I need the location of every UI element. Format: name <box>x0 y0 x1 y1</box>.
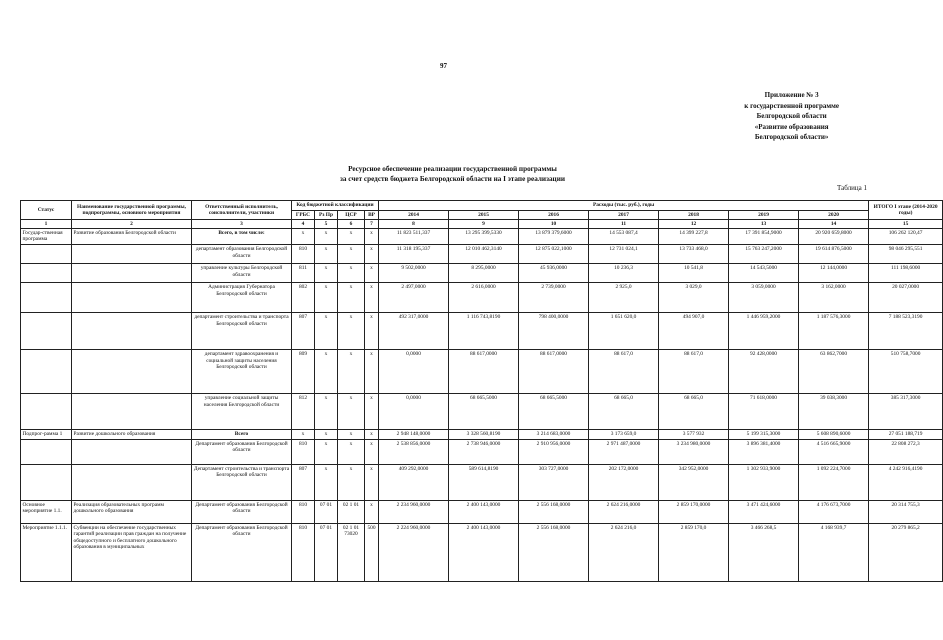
table-row <box>21 349 943 393</box>
csr-cell: x <box>338 349 365 393</box>
year-value-cell: 2 234 960,0000 <box>379 500 449 523</box>
year-value-cell: 2 556 168,0000 <box>519 523 589 581</box>
total-value-cell: 22 808 272,3 <box>869 439 943 464</box>
total-value-cell: 20 027,0000 <box>869 282 943 312</box>
column-index-row <box>21 220 943 229</box>
executor-cell: Всего <box>192 429 292 439</box>
header-vr: ВР <box>365 210 379 220</box>
year-value-cell: 342 952,0000 <box>659 464 729 500</box>
grbs-cell: 810 <box>292 500 315 523</box>
rzpr-cell: x <box>315 244 338 263</box>
year-value-cell: 3 059,0000 <box>729 282 799 312</box>
status-cell <box>21 439 72 464</box>
rzpr-cell: 07 01 <box>315 500 338 523</box>
year-value-cell: 3 466 268,5 <box>729 523 799 581</box>
header-grbs: ГРБС <box>292 210 315 220</box>
table-row <box>21 464 943 500</box>
year-value-cell: 2 738 946,0000 <box>449 439 519 464</box>
year-value-cell: 2 859 170,0000 <box>659 500 729 523</box>
year-value-cell: 492 317,0000 <box>379 312 449 349</box>
total-value-cell: 20 279 865,2 <box>869 523 943 581</box>
year-value-cell: 494 907,0 <box>659 312 729 349</box>
total-value-cell: 27 051 188,719 <box>869 429 943 439</box>
status-cell <box>21 464 72 500</box>
page-number: 97 <box>440 62 447 70</box>
name-cell: Развитие образования Белгородской области <box>72 228 192 244</box>
name-cell: Реализация образовательных программ дошкольного образования <box>72 500 192 523</box>
vr-cell: x <box>365 393 379 429</box>
header-name: Наименование государственной программы, подпрограммы, основного мероприятия <box>72 201 192 220</box>
year-value-cell: 68 665,5000 <box>449 393 519 429</box>
vr-cell: x <box>365 464 379 500</box>
executor-cell: департамент здравоохранения и социальной защиты населения Белгородской области <box>192 349 292 393</box>
year-value-cell: 2 624 216,0000 <box>589 500 659 523</box>
year-value-cell: 45 936,0000 <box>519 263 589 282</box>
appendix-line: «Развитие образования <box>754 122 829 131</box>
year-value-cell: 11 823 511,337 <box>379 228 449 244</box>
executor-cell: Департамент образования Белгородской области <box>192 500 292 523</box>
year-value-cell: 39 038,3000 <box>799 393 869 429</box>
year-value-cell: 68 665,0 <box>589 393 659 429</box>
col-index: 10 <box>519 220 589 229</box>
header-year: 2019 <box>729 210 799 220</box>
year-value-cell: 19 614 876,5000 <box>799 244 869 263</box>
col-index: 5 <box>315 220 338 229</box>
year-value-cell: 409 292,0000 <box>379 464 449 500</box>
year-value-cell: 4 176 673,7000 <box>799 500 869 523</box>
year-value-cell: 2 400 143,0000 <box>449 523 519 581</box>
year-value-cell: 2 859 170,0 <box>659 523 729 581</box>
csr-cell: x <box>338 439 365 464</box>
status-cell: Мероприятие 1.1.1. <box>21 523 72 581</box>
grbs-cell: 807 <box>292 312 315 349</box>
total-value-cell: 4 242 916,4190 <box>869 464 943 500</box>
vr-cell: x <box>365 429 379 439</box>
name-cell <box>72 393 192 429</box>
status-cell: Подпрог-рамма 1 <box>21 429 72 439</box>
grbs-cell: 802 <box>292 282 315 312</box>
year-value-cell: 4 516 665,9000 <box>799 439 869 464</box>
year-value-cell: 2 948 148,0000 <box>379 429 449 439</box>
table-label: Таблица 1 <box>837 184 867 192</box>
csr-cell: x <box>338 282 365 312</box>
year-value-cell: 1 302 933,9000 <box>729 464 799 500</box>
year-value-cell: 2 556 168,0000 <box>519 500 589 523</box>
executor-cell: управление социальной защиты населения Белгородской области <box>192 393 292 429</box>
total-value-cell: 7 188 523,3190 <box>869 312 943 349</box>
name-cell <box>72 312 192 349</box>
grbs-cell: x <box>292 228 315 244</box>
col-index: 6 <box>338 220 365 229</box>
table-row <box>21 439 943 464</box>
header-code-group: Код бюджетной классификации <box>292 201 379 211</box>
executor-cell: управление культуры Белгородской области <box>192 263 292 282</box>
name-cell <box>72 349 192 393</box>
vr-cell: x <box>365 282 379 312</box>
title-line: за счет средств бюджета Белгородской области на I этапе реализации <box>340 175 565 183</box>
col-index: 8 <box>379 220 449 229</box>
year-value-cell: 1 446 959,2000 <box>729 312 799 349</box>
vr-cell: x <box>365 349 379 393</box>
year-value-cell: 68 665,5000 <box>519 393 589 429</box>
year-value-cell: 3 471 424,6000 <box>729 500 799 523</box>
rzpr-cell: x <box>315 282 338 312</box>
year-value-cell: 17 391 854,9000 <box>729 228 799 244</box>
year-value-cell: 15 763 247,2000 <box>729 244 799 263</box>
year-value-cell: 8 295,0000 <box>449 263 519 282</box>
year-value-cell: 2 739,0000 <box>519 282 589 312</box>
table-row <box>21 429 943 439</box>
table-body <box>21 228 943 581</box>
vr-cell: x <box>365 263 379 282</box>
year-value-cell: 1 187 576,3000 <box>799 312 869 349</box>
header-status: Статус <box>21 201 72 220</box>
year-value-cell: 3 577 932 <box>659 429 729 439</box>
total-value-cell: 98 046 295,551 <box>869 244 943 263</box>
grbs-cell: 810 <box>292 244 315 263</box>
year-value-cell: 88 617,0000 <box>519 349 589 393</box>
col-index: 13 <box>729 220 799 229</box>
year-value-cell: 88 617,0 <box>589 349 659 393</box>
year-value-cell: 13 733 468,0 <box>659 244 729 263</box>
year-value-cell: 2 925,0 <box>589 282 659 312</box>
vr-cell: x <box>365 500 379 523</box>
table-row <box>21 228 943 244</box>
year-value-cell: 3 328 560,8190 <box>449 429 519 439</box>
total-value-cell: 106 262 120,47 <box>869 228 943 244</box>
status-cell: Государ-ственная программа <box>21 228 72 244</box>
year-value-cell: 10 236,3 <box>589 263 659 282</box>
year-value-cell: 12 731 024,1 <box>589 244 659 263</box>
year-value-cell: 2 224 960,0000 <box>379 523 449 581</box>
col-index: 15 <box>869 220 943 229</box>
status-cell <box>21 349 72 393</box>
appendix-line: Белгородской области <box>756 112 827 120</box>
header-year: 2018 <box>659 210 729 220</box>
csr-cell: x <box>338 393 365 429</box>
year-value-cell: 10 541,8 <box>659 263 729 282</box>
year-value-cell: 3 896 381,4000 <box>729 439 799 464</box>
vr-cell: x <box>365 312 379 349</box>
header-csr: ЦСР <box>338 210 365 220</box>
header-year: 2020 <box>799 210 869 220</box>
status-cell <box>21 244 72 263</box>
title-line: Ресурсное обеспечение реализации государственной программы <box>348 165 557 173</box>
status-cell <box>21 393 72 429</box>
name-cell <box>72 464 192 500</box>
year-value-cell: 3 214 683,0000 <box>519 429 589 439</box>
year-value-cell: 88 617,0 <box>659 349 729 393</box>
rzpr-cell: x <box>315 464 338 500</box>
csr-cell: 02 1 01 <box>338 500 365 523</box>
table-row <box>21 244 943 263</box>
name-cell: Развитие дошкольного образования <box>72 429 192 439</box>
grbs-cell: 812 <box>292 393 315 429</box>
table-row <box>21 312 943 349</box>
vr-cell: x <box>365 244 379 263</box>
csr-cell: 02 1 01 73020 <box>338 523 365 581</box>
year-value-cell: 9 502,0000 <box>379 263 449 282</box>
csr-cell: x <box>338 263 365 282</box>
executor-cell: Департамент образования Белгородской области <box>192 439 292 464</box>
rzpr-cell: 07 01 <box>315 523 338 581</box>
header-year: 2016 <box>519 210 589 220</box>
vr-cell: x <box>365 439 379 464</box>
executor-cell: департамент образования Белгородской области <box>192 244 292 263</box>
year-value-cell: 2 497,0000 <box>379 282 449 312</box>
header-rzpr: Рз Пр <box>315 210 338 220</box>
status-cell: Основное мероприятие 1.1. <box>21 500 72 523</box>
year-value-cell: 0,0000 <box>379 393 449 429</box>
csr-cell: x <box>338 244 365 263</box>
executor-cell: Департамент образования Белгородской области <box>192 523 292 581</box>
year-value-cell: 303 727,0000 <box>519 464 589 500</box>
rzpr-cell: x <box>315 429 338 439</box>
total-value-cell: 111 198,6000 <box>869 263 943 282</box>
col-index: 3 <box>192 220 292 229</box>
col-index: 12 <box>659 220 729 229</box>
year-value-cell: 63 862,7000 <box>799 349 869 393</box>
year-value-cell: 202 172,0000 <box>589 464 659 500</box>
grbs-cell: 810 <box>292 439 315 464</box>
year-value-cell: 2 910 956,0000 <box>519 439 589 464</box>
year-value-cell: 2 538 856,0000 <box>379 439 449 464</box>
csr-cell: x <box>338 228 365 244</box>
name-cell <box>72 263 192 282</box>
table-row <box>21 263 943 282</box>
year-value-cell: 1 092 224,7000 <box>799 464 869 500</box>
col-index: 4 <box>292 220 315 229</box>
executor-cell: Администрация Губернатора Белгородской области <box>192 282 292 312</box>
executor-cell: Департамент строительства и транспорта Белгородской области <box>192 464 292 500</box>
document-title <box>0 164 905 184</box>
year-value-cell: 12 144,0000 <box>799 263 869 282</box>
appendix-line: к государственной программе <box>744 101 839 110</box>
header-total: ИТОГО I этапе (2014-2020 годы) <box>869 201 943 220</box>
table-row <box>21 393 943 429</box>
header-executor: Ответственный исполнитель, соисполнители, участники <box>192 201 292 220</box>
budget-table <box>20 200 943 582</box>
year-value-cell: 14 553 087,4 <box>589 228 659 244</box>
rzpr-cell: x <box>315 263 338 282</box>
name-cell <box>72 282 192 312</box>
year-value-cell: 13 879 379,6000 <box>519 228 589 244</box>
year-value-cell: 5 199 315,3000 <box>729 429 799 439</box>
year-value-cell: 1 116 743,8190 <box>449 312 519 349</box>
appendix-line: Белгородской области» <box>754 133 829 141</box>
year-value-cell: 589 614,8190 <box>449 464 519 500</box>
header-row <box>21 201 943 211</box>
year-value-cell: 798 400,0000 <box>519 312 589 349</box>
year-value-cell: 2 624 216,0 <box>589 523 659 581</box>
status-cell <box>21 312 72 349</box>
header-year: 2014 <box>379 210 449 220</box>
name-cell: Субвенции на обеспечение государственных гарантий реализации прав граждан на получение общедоступного и бесплатного дошкольного образования в муниципальных <box>72 523 192 581</box>
executor-cell: Всего, в том числе: <box>192 228 292 244</box>
col-index: 1 <box>21 220 72 229</box>
name-cell <box>72 439 192 464</box>
rzpr-cell: x <box>315 228 338 244</box>
executor-cell: департамент строительства и транспорта Белгородской области <box>192 312 292 349</box>
year-value-cell: 2 400 143,0000 <box>449 500 519 523</box>
year-value-cell: 0,0000 <box>379 349 449 393</box>
year-value-cell: 14 543,5000 <box>729 263 799 282</box>
table-row <box>21 282 943 312</box>
total-value-cell: 385 317,3000 <box>869 393 943 429</box>
grbs-cell: 807 <box>292 464 315 500</box>
year-value-cell: 71 618,0000 <box>729 393 799 429</box>
name-cell <box>72 244 192 263</box>
csr-cell: x <box>338 312 365 349</box>
rzpr-cell: x <box>315 349 338 393</box>
year-value-cell: 3 029,0 <box>659 282 729 312</box>
year-value-cell: 3 162,0000 <box>799 282 869 312</box>
csr-cell: x <box>338 429 365 439</box>
year-value-cell: 88 617,0000 <box>449 349 519 393</box>
year-value-cell: 2 616,0000 <box>449 282 519 312</box>
grbs-cell: 810 <box>292 523 315 581</box>
table-row <box>21 500 943 523</box>
year-value-cell: 11 318 195,337 <box>379 244 449 263</box>
year-value-cell: 14 399 227,8 <box>659 228 729 244</box>
total-value-cell: 20 314 755,3 <box>869 500 943 523</box>
status-cell <box>21 282 72 312</box>
appendix-line: Приложение № 3 <box>764 91 819 99</box>
rzpr-cell: x <box>315 439 338 464</box>
header-year: 2015 <box>449 210 519 220</box>
year-value-cell: 68 665,0 <box>659 393 729 429</box>
year-value-cell: 3 234 980,0000 <box>659 439 729 464</box>
vr-cell: x <box>365 228 379 244</box>
grbs-cell: 809 <box>292 349 315 393</box>
appendix-header <box>744 90 839 143</box>
year-value-cell: 20 920 659,8000 <box>799 228 869 244</box>
year-value-cell: 13 295 399,5330 <box>449 228 519 244</box>
csr-cell: x <box>338 464 365 500</box>
grbs-cell: 811 <box>292 263 315 282</box>
col-index: 14 <box>799 220 869 229</box>
year-value-cell: 2 971 487,0000 <box>589 439 659 464</box>
year-value-cell: 12 010 462,3140 <box>449 244 519 263</box>
vr-cell: 500 <box>365 523 379 581</box>
header-year: 2017 <box>589 210 659 220</box>
col-index: 2 <box>72 220 192 229</box>
year-value-cell: 1 651 620,0 <box>589 312 659 349</box>
grbs-cell: x <box>292 429 315 439</box>
rzpr-cell: x <box>315 393 338 429</box>
total-value-cell: 510 758,7000 <box>869 349 943 393</box>
col-index: 11 <box>589 220 659 229</box>
status-cell <box>21 263 72 282</box>
year-value-cell: 12 875 022,1000 <box>519 244 589 263</box>
year-value-cell: 4 168 939,7 <box>799 523 869 581</box>
year-value-cell: 92 428,0000 <box>729 349 799 393</box>
rzpr-cell: x <box>315 312 338 349</box>
year-value-cell: 5 608 890,6000 <box>799 429 869 439</box>
year-value-cell: 3 173 659,0 <box>589 429 659 439</box>
col-index: 7 <box>365 220 379 229</box>
header-expenses-group: Расходы (тыс. руб.), годы <box>379 201 869 211</box>
col-index: 9 <box>449 220 519 229</box>
table-row <box>21 523 943 581</box>
